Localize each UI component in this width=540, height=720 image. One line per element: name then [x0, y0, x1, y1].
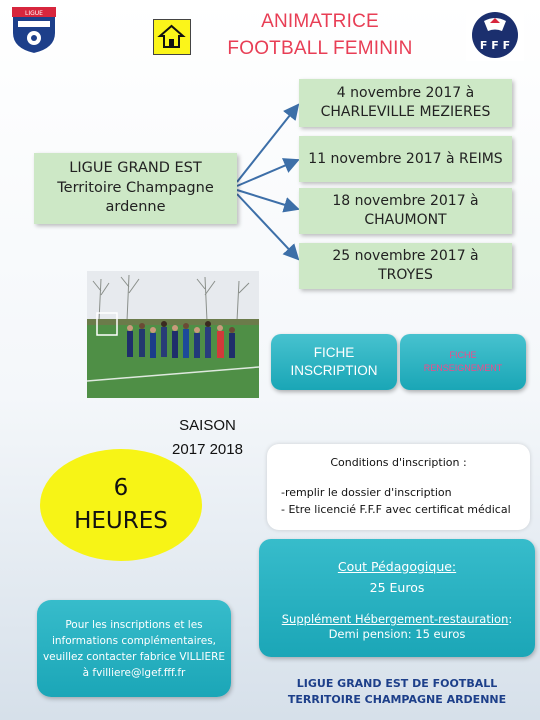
duration-number: 6	[113, 475, 129, 501]
conditions-title: Conditions d'inscription :	[330, 456, 467, 469]
contact-line-3: veuillez contacter fabrice VILLIERE	[42, 650, 226, 663]
season-years: 2017 2018	[172, 441, 243, 458]
fiche-inscription-line-2: INSCRIPTION	[290, 363, 378, 378]
league-line-3: ardenne	[105, 199, 166, 216]
date-3-line-2: CHAUMONT	[364, 212, 447, 228]
date-box-1	[299, 79, 512, 127]
arrow-to-date-4	[237, 194, 298, 259]
date-2-line-1: 11 novembre 2017 à REIMS	[308, 150, 503, 167]
arrow-to-date-2	[237, 160, 298, 186]
league-box	[34, 153, 237, 224]
date-4-line-2: TROYES	[378, 267, 433, 283]
home-icon[interactable]	[153, 19, 191, 55]
arrow-to-date-1	[237, 105, 298, 182]
league-line-1: LIGUE GRAND EST	[69, 160, 202, 177]
date-box-4	[299, 243, 512, 289]
ligue-grand-est-shield-icon	[8, 5, 60, 55]
date-1-line-2: CHARLEVILLE MEZIERES	[320, 104, 491, 120]
title-line-1: ANIMATRICE	[261, 11, 379, 32]
cost-panel	[259, 539, 535, 657]
title-line-2: FOOTBALL FEMININ	[227, 38, 413, 59]
duration-badge	[40, 449, 202, 561]
fiche-inscription-button[interactable]	[271, 334, 397, 390]
footer-line-2: TERRITOIRE CHAMPAGNE ARDENNE	[287, 693, 507, 706]
duration-unit: HEURES	[74, 508, 168, 534]
league-line-2: Territoire Champagne	[57, 179, 214, 196]
svg-text:LIGUE: LIGUE	[25, 10, 43, 17]
fiche-renseignement-line-2: RENSEIGNEMENT	[423, 363, 503, 373]
fiche-renseignement-button[interactable]	[400, 334, 526, 390]
supplement-title: Supplément Hébergement-restauration	[281, 612, 509, 626]
footer-line-1: LIGUE GRAND EST DE FOOTBALL	[296, 677, 498, 690]
season-word: SAISON	[179, 417, 236, 434]
svg-text:F F F: F F F	[479, 39, 511, 52]
page-title	[190, 8, 450, 62]
footer-title	[258, 676, 536, 708]
contact-box	[37, 600, 231, 697]
contact-line-4[interactable]: à fvilliere@lgef.fff.fr	[82, 666, 186, 679]
date-box-3	[299, 188, 512, 234]
cost-value: 25 Euros	[369, 580, 425, 595]
date-1-line-1: 4 novembre 2017 à	[336, 85, 475, 102]
fff-federation-crest-icon	[466, 9, 524, 61]
date-4-line-1: 25 novembre 2017 à	[332, 248, 479, 265]
arrow-to-date-3	[237, 190, 298, 209]
football-training-group-photo-icon	[87, 271, 259, 398]
cost-title: Cout Pédagogique:	[337, 559, 457, 574]
fiche-renseignement-line-1: FICHE	[449, 350, 477, 360]
supplement-value: Demi pension: 15 euros	[328, 627, 466, 641]
date-box-2	[299, 136, 512, 182]
conditions-card	[267, 444, 530, 530]
contact-line-1: Pour les inscriptions et les	[65, 618, 203, 631]
supplement-colon: :	[508, 612, 513, 626]
contact-line-2: informations complémentaires,	[51, 634, 217, 647]
conditions-item-2: - Etre licencié F.F.F avec certificat médical	[281, 503, 511, 516]
season-label	[150, 414, 265, 462]
fiche-inscription-line-1: FICHE	[313, 345, 355, 360]
conditions-item-1: -remplir le dossier d'inscription	[281, 486, 452, 499]
date-3-line-1: 18 novembre 2017 à	[332, 193, 479, 210]
